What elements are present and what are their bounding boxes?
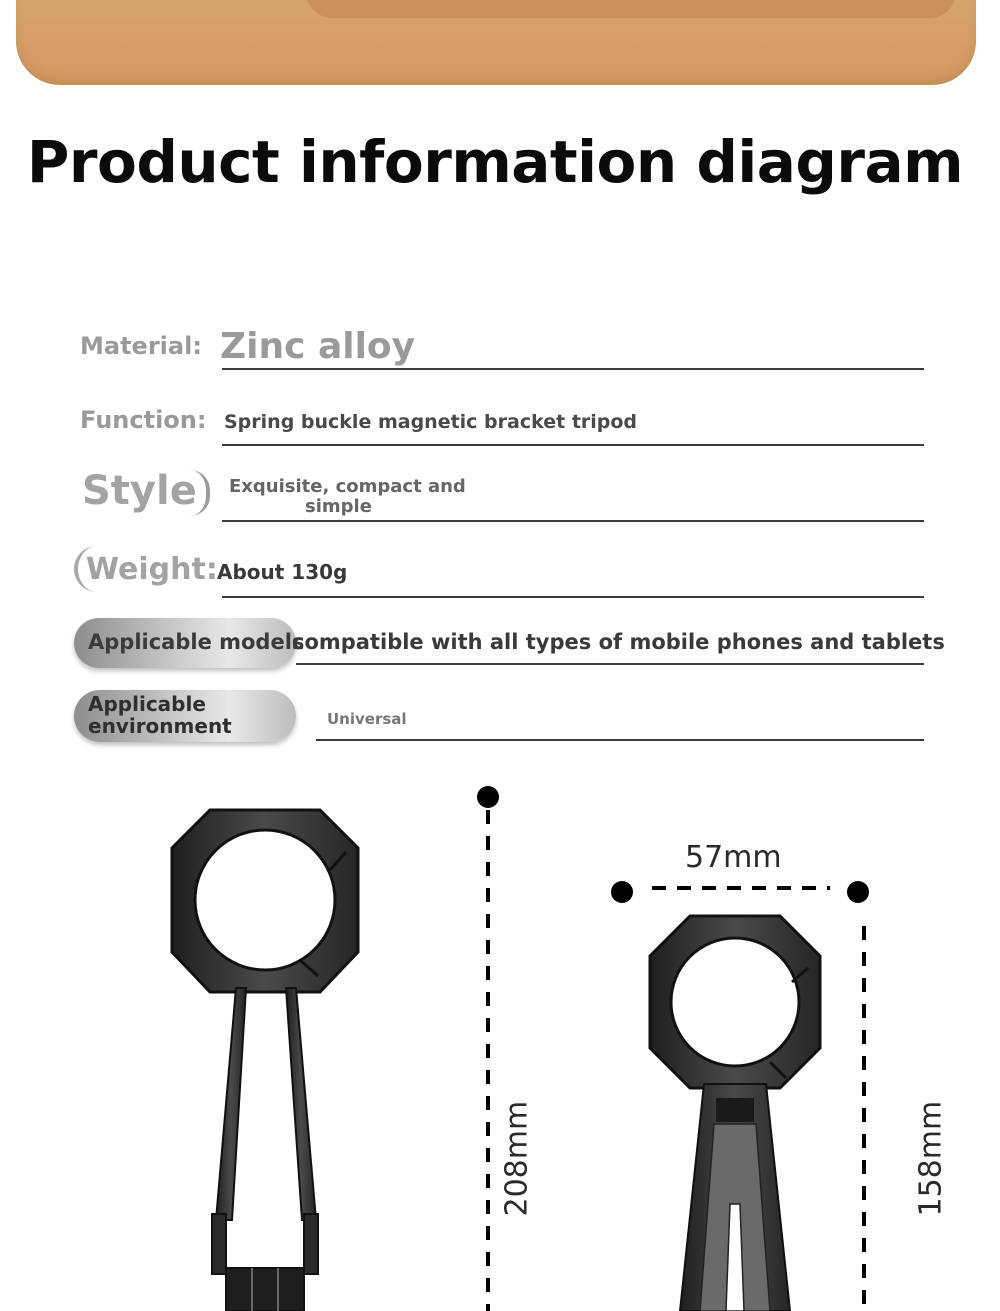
models-label: Applicable models	[88, 630, 305, 654]
models-rule	[296, 663, 924, 665]
product-dimension-drawing	[0, 780, 1000, 1311]
dim-208-top-dot	[477, 786, 499, 808]
dim-208-label: 208mm	[499, 1100, 535, 1217]
environment-value: Universal	[327, 710, 407, 728]
style-label: Style	[82, 468, 197, 514]
folded-stand-image	[650, 916, 820, 1311]
dim-57-left-dot	[611, 881, 633, 903]
dim-158-label: 158mm	[913, 1100, 949, 1217]
models-value: compatible with all types of mobile phones and tablets	[292, 630, 945, 654]
dim-57-label: 57mm	[685, 840, 782, 875]
environment-rule	[316, 739, 924, 741]
environment-label-line1: Applicable	[88, 692, 206, 716]
material-value: Zinc alloy	[220, 326, 416, 367]
product-tray-banner	[16, 0, 976, 85]
style-rule	[222, 520, 924, 522]
weight-label: Weight:	[86, 552, 218, 587]
style-value-line1: Exquisite, compact and	[229, 476, 466, 497]
weight-value: About 130g	[217, 560, 348, 584]
style-value-line2: simple	[305, 496, 372, 517]
dim-57-right-dot	[847, 881, 869, 903]
material-label: Material:	[80, 332, 202, 360]
function-value: Spring buckle magnetic bracket tripod	[224, 411, 638, 433]
weight-rule	[222, 596, 924, 598]
unfolded-stand-image	[172, 810, 358, 1311]
style-bracket-icon	[190, 470, 210, 516]
function-rule	[222, 444, 924, 446]
environment-label-line2: environment	[88, 714, 232, 738]
function-label: Function:	[80, 406, 207, 434]
page-title: Product information diagram	[26, 128, 964, 196]
tray-recess	[306, 0, 956, 18]
material-rule	[222, 368, 924, 370]
